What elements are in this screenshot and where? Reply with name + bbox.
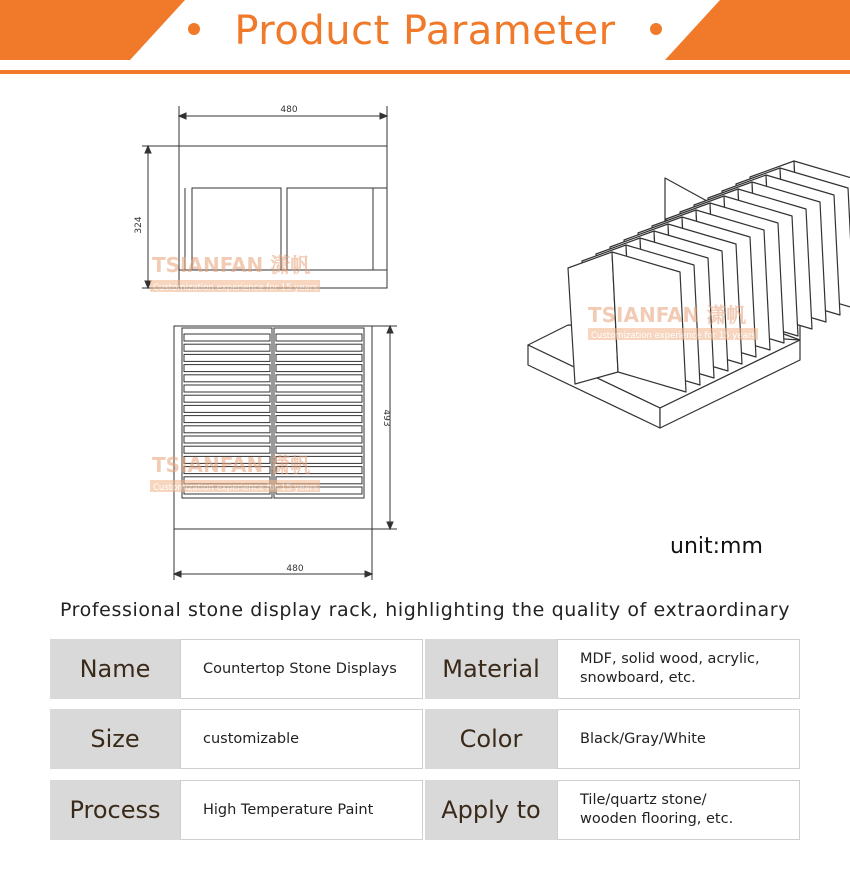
slat-line — [276, 416, 362, 423]
slat-line — [276, 385, 362, 392]
front-width-label: 480 — [280, 105, 298, 115]
unit-label: unit:mm — [670, 534, 763, 559]
top-width-label: 480 — [286, 564, 304, 574]
slat-line — [276, 344, 362, 351]
param-value-color: Black/Gray/White — [557, 709, 800, 769]
param-value-size: customizable — [180, 709, 423, 769]
slat-line — [184, 344, 270, 351]
watermark-brand-3: TSIANFAN 潇帆 — [588, 303, 747, 327]
bullet-dot-icon — [188, 23, 200, 35]
slat-line — [184, 365, 270, 372]
param-row-3 — [50, 780, 800, 840]
slat-line — [276, 395, 362, 402]
apply-line-1: Tile/quartz stone/ — [580, 792, 707, 808]
slat-line — [184, 426, 270, 433]
param-value-name: Countertop Stone Displays — [180, 639, 423, 699]
material-line-2: snowboard, etc. — [580, 670, 696, 686]
iso-slabs — [568, 161, 850, 392]
slat-line — [184, 354, 270, 361]
param-label-material: Material — [425, 639, 557, 699]
slat-line — [276, 354, 362, 361]
watermark-brand-1: TSIANFAN 潇帆 — [152, 253, 311, 277]
technical-drawings — [0, 90, 850, 590]
param-row-1 — [50, 639, 800, 699]
param-row-2 — [50, 709, 800, 769]
isometric-view — [528, 161, 850, 428]
slat-line — [276, 436, 362, 443]
slat-line — [184, 405, 270, 412]
slat-line — [184, 375, 270, 382]
slat-line — [184, 416, 270, 423]
watermark-tagline-1: Customization experience for 15 years — [153, 283, 318, 293]
param-value-process: High Temperature Paint — [180, 780, 423, 840]
slat-line — [276, 426, 362, 433]
watermark-tagline-3: Customization experience for 15 years — [591, 331, 756, 341]
slat-line — [276, 405, 362, 412]
param-label-size: Size — [50, 709, 180, 769]
product-description: Professional stone display rack, highlighting the quality of extraordinary — [59, 599, 791, 621]
header-banner — [0, 0, 850, 76]
param-label-name: Name — [50, 639, 180, 699]
top-depth-label: 493 — [381, 409, 391, 427]
slat-line — [276, 334, 362, 341]
param-label-process: Process — [50, 780, 180, 840]
slat-line — [184, 395, 270, 402]
param-label-apply-to: Apply to — [425, 780, 557, 840]
header-underline — [0, 70, 850, 74]
slat-line — [184, 385, 270, 392]
page-title: Product Parameter — [234, 8, 616, 54]
front-height-label: 324 — [134, 216, 144, 234]
watermark-brand-2: TSIANFAN 潇帆 — [152, 453, 311, 477]
header-title-wrap — [0, 8, 850, 54]
watermark-tagline-2: Customization experience for 15 years — [153, 483, 318, 493]
slat-line — [184, 334, 270, 341]
slat-line — [184, 436, 270, 443]
param-label-color: Color — [425, 709, 557, 769]
bullet-dot-icon — [650, 23, 662, 35]
param-value-material — [557, 639, 800, 699]
slat-line — [276, 375, 362, 382]
material-line-1: MDF, solid wood, acrylic, — [580, 651, 760, 667]
param-value-apply-to — [557, 780, 800, 840]
slat-line — [276, 365, 362, 372]
apply-line-2: wooden flooring, etc. — [580, 811, 734, 827]
